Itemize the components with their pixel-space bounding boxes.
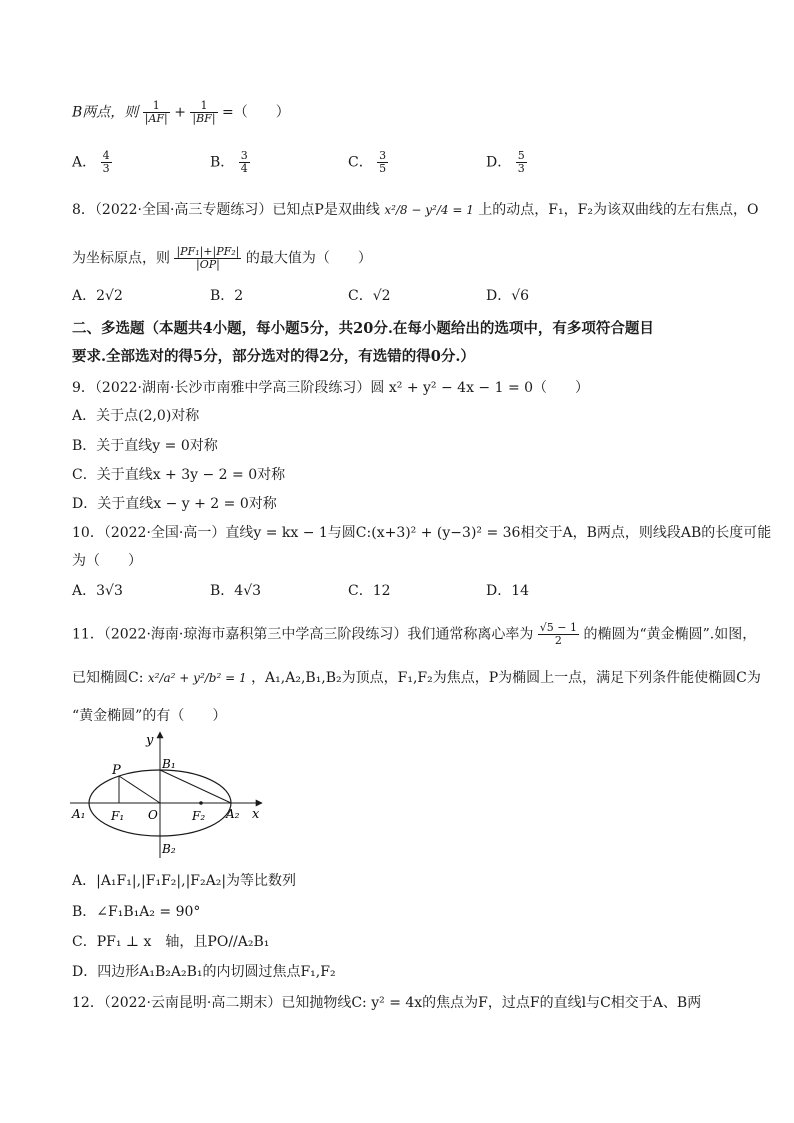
q8-option-b: B．2: [210, 288, 244, 304]
q11-stem-line-1: 11．（2022·海南·琼海市嘉积第三中学高三阶段练习）我们通常称离心率为 $\frac{√5 - 1}{2}$ 的椭圆为“黄金椭圆”.如图，: [72, 621, 757, 647]
q7-plus: +: [174, 104, 186, 121]
q10-option-a: A．3√3: [72, 583, 123, 599]
q9-option-b: B．关于直线y = 0对称: [72, 438, 218, 454]
q11-ellipse-figure: [66, 728, 276, 864]
q11-stem-line-3: “黄金椭圆”的有（ ）: [72, 708, 227, 724]
q8-stem-line-1: 8．（2022·全国·高三专题练习）已知点P是双曲线 x²/8 − y²/4 = 1 上的动点，F₁，F₂为该双曲线的左右焦点，O: [72, 202, 759, 218]
section-2-heading-line-1: 二、多选题（本题共4小题，每小题5分，共20分.在每小题给出的选项中，有多项符合题目: [72, 320, 654, 337]
q10-stem-line-1: 10．（2022·全国·高一）直线y = kx − 1与圆C:(x+3)² + (y−3)² = 36相交于A，B两点，则线段AB的长度可能: [72, 525, 772, 541]
q8-options: [72, 285, 732, 305]
q7-stem: [72, 100, 290, 125]
label-b1: B₁: [162, 757, 176, 771]
q11-stem-line-2: 已知椭圆C: x²/a² + y²/b² = 1 ，A₁,A₂,B₁,B₂为顶点，F₁,F₂为焦点，P为椭圆上一点，满足下列条件能使椭圆C为: [72, 670, 761, 686]
q7-stem-prefix: B两点，则: [72, 104, 139, 121]
q7-options: [72, 150, 732, 175]
q7-stem-suffix: =（ ）: [221, 104, 290, 121]
q10-option-c: C．12: [348, 583, 391, 599]
q11-golden-ratio-fraction: $\frac{√5 - 1}{2}$: [539, 621, 578, 647]
q7-stem-fraction-2: $\frac{1}{|BF|}$: [192, 99, 216, 125]
q9-stem: 9．（2022·湖南·长沙市南雅中学高三阶段练习）圆 x² + y² − 4x − 1 = 0（ ）: [72, 380, 590, 396]
q11-option-b: B．∠F₁B₁A₂ = 90°: [72, 904, 201, 920]
q11-ellipse-equation: x²/a² + y²/b² = 1: [147, 671, 247, 685]
q10-stem-line-2: 为（ ）: [72, 553, 142, 569]
q11-option-d: D．四边形A₁B₂A₂B₁的内切圆过焦点F₁,F₂: [72, 964, 336, 980]
q10-option-d: D．14: [486, 583, 530, 599]
label-f1: F₁: [111, 809, 125, 823]
focus-f2-point: [199, 801, 203, 805]
q7-stem-fraction-1: $\frac{1}{|AF|}$: [144, 99, 168, 125]
q7-option-a: A． $\frac{4}{3}$: [72, 149, 110, 175]
q11-option-c: C．PF₁ ⊥ x 轴，且PO//A₂B₁: [72, 934, 270, 950]
segment-b1-a2: [160, 770, 231, 803]
label-a2: A₂: [226, 807, 240, 821]
q8-hyperbola-equation: x²/8 − y²/4 = 1: [384, 203, 474, 217]
segment-po: [119, 776, 160, 803]
q10-options: [72, 580, 732, 600]
label-b2: B₂: [162, 842, 176, 856]
q10-option-b: B．4√3: [210, 583, 262, 599]
q9-option-d: D．关于直线x − y + 2 = 0对称: [72, 496, 277, 512]
label-p: P: [112, 763, 121, 778]
label-f2: F₂: [192, 809, 206, 823]
q11-option-a: A．|A₁F₁|,|F₁F₂|,|F₂A₂|为等比数列: [72, 873, 297, 889]
q7-option-c: C． $\frac{3}{5}$: [348, 149, 387, 175]
label-x: x: [252, 807, 260, 822]
q9-option-c: C．关于直线x + 3y − 2 = 0对称: [72, 467, 286, 483]
q8-option-c: C．√2: [348, 288, 391, 304]
q7-option-b: B． $\frac{3}{4}$: [210, 149, 248, 175]
section-2-heading-line-2: 要求.全部选对的得5分，部分选对的得2分，有选错的得0分.）: [72, 348, 475, 365]
q9-option-a: A．关于点(2,0)对称: [72, 408, 200, 424]
q7-option-d: D． $\frac{5}{3}$: [486, 149, 525, 175]
q8-stem-line-2: 为坐标原点，则 $\frac{\text{|PF₁|+|PF₂|}}{|OP|}$ 的最大值为（ ）: [72, 245, 372, 271]
label-o: O: [148, 808, 158, 822]
q8-fraction: $\frac{\text{|PF₁|+|PF₂|}}{|OP|}$: [176, 245, 240, 271]
q8-option-a: A．2√2: [72, 288, 123, 304]
label-a1: A₁: [72, 807, 86, 821]
q8-option-d: D．√6: [486, 288, 530, 304]
label-y: y: [146, 733, 154, 748]
q12-stem-line-1: 12．（2022·云南昆明·高二期末）已知抛物线C: y² = 4x的焦点为F，过点F的直线l与C相交于A、B两: [72, 995, 702, 1011]
